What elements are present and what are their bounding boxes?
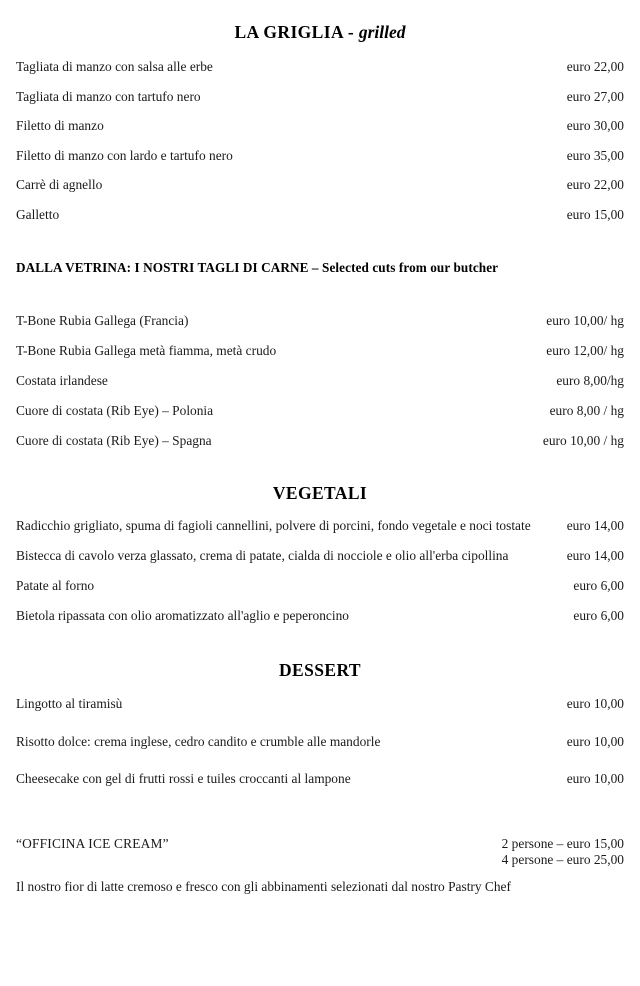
menu-row (16, 89, 624, 119)
section-title-griglia-main: LA GRIGLIA (234, 22, 344, 42)
menu-row (16, 734, 624, 772)
menu-item-price: euro 8,00 / hg (549, 403, 624, 418)
menu-item-name: Patate al forno (16, 578, 95, 593)
menu-item-price: euro 12,00/ hg (546, 343, 624, 358)
menu-row (16, 696, 624, 734)
icecream-price-group (502, 836, 624, 870)
icecream-title: “OFFICINA ICE CREAM” (16, 835, 169, 851)
menu-row (16, 313, 624, 343)
menu-item-name: Risotto dolce: crema inglese, cedro candito e crumble alle mandorle (16, 733, 381, 749)
section-title-griglia (16, 0, 624, 43)
menu-item-name: Costata irlandese (16, 373, 108, 388)
menu-item-price: euro 15,00 (566, 206, 624, 222)
menu-item-name: Filetto di manzo (16, 118, 104, 133)
menu-row (16, 608, 624, 638)
menu-row (16, 373, 624, 403)
menu-row (16, 207, 624, 237)
menu-row (16, 771, 624, 809)
menu-item-price: euro 27,00 (566, 88, 624, 104)
menu-row (16, 177, 624, 207)
menu-item-price: euro 22,00 (566, 59, 624, 74)
menu-item-price: euro 10,00 (566, 696, 624, 711)
icecream-header-row (16, 836, 624, 870)
section-title-dessert: DESSERT (279, 660, 361, 680)
menu-item-price: euro 10,00/ hg (546, 313, 624, 328)
menu-item-name: Cheesecake con gel di frutti rossi e tuiles croccanti al lampone (16, 771, 351, 786)
menu-item-name: Cuore di costata (Rib Eye) – Spagna (16, 433, 212, 448)
menu-item-name: Tagliata di manzo con salsa alle erbe (16, 59, 213, 74)
menu-item-price: euro 22,00 (566, 177, 624, 192)
icecream-description: Il nostro fior di latte cremoso e fresco con gli abbinamenti selezionati dal nostro Pastry Chef (16, 879, 511, 894)
section-title-griglia-dash: - (343, 22, 359, 42)
menu-item-price: euro 30,00 (566, 118, 624, 133)
icecream-price-2-persone: 2 persone – euro 15,00 (501, 835, 624, 851)
menu-item-price: euro 8,00/hg (556, 373, 624, 388)
menu-item-price: euro 6,00 (573, 578, 624, 593)
menu-item-name: T-Bone Rubia Gallega metà fiamma, metà crudo (16, 343, 277, 358)
menu-item-name: Tagliata di manzo con tartufo nero (16, 88, 201, 104)
menu-row (16, 343, 624, 373)
menu-item-name: Cuore di costata (Rib Eye) – Polonia (16, 403, 214, 418)
menu-row (16, 148, 624, 178)
menu-row (16, 118, 624, 148)
menu-row (16, 403, 624, 433)
menu-row (16, 433, 624, 463)
section-heading-butcher-english: Selected cuts from our butcher (322, 260, 499, 275)
menu-list-butcher (16, 313, 624, 463)
menu-item-price: euro 14,00 (566, 548, 624, 563)
menu-list-griglia (16, 59, 624, 236)
menu-item-name: Lingotto al tiramisù (16, 696, 123, 711)
menu-item-name: T-Bone Rubia Gallega (Francia) (16, 313, 189, 328)
menu-row (16, 518, 624, 548)
menu-item-name: Galletto (16, 206, 60, 222)
menu-item-price: euro 14,00 (566, 518, 624, 533)
menu-item-name: Bistecca di cavolo verza glassato, crema di patate, cialda di nocciole e olio all'erba cipollina (16, 548, 509, 563)
menu-item-price: euro 10,00 (566, 733, 624, 749)
menu-row (16, 548, 624, 578)
menu-item-name: Carrè di agnello (16, 177, 103, 192)
section-title-vegetali: VEGETALI (272, 483, 368, 503)
menu-item-price: euro 10,00 (566, 771, 624, 786)
menu-item-price: euro 35,00 (566, 147, 624, 163)
menu-item-price: euro 6,00 (573, 608, 624, 623)
menu-item-name: Radicchio grigliato, spuma di fagioli cannellini, polvere di porcini, fondo vegetale e noci tostate (16, 518, 531, 533)
menu-item-price: euro 10,00 / hg (542, 433, 624, 448)
icecream-block (16, 836, 624, 895)
menu-item-name: Bietola ripassata con olio aromatizzato all'aglio e peperoncino (16, 608, 349, 623)
menu-row (16, 578, 624, 608)
section-title-griglia-italic: grilled (358, 22, 406, 42)
menu-item-name: Filetto di manzo con lardo e tartufo nero (16, 147, 233, 163)
section-heading-butcher (16, 259, 624, 277)
menu-list-vegetali (16, 518, 624, 638)
icecream-price-4-persone: 4 persone – euro 25,00 (501, 852, 624, 868)
section-heading-butcher-italian: DALLA VETRINA: I NOSTRI TAGLI DI CARNE – (16, 260, 323, 275)
menu-list-dessert (16, 696, 624, 809)
menu-row (16, 59, 624, 89)
